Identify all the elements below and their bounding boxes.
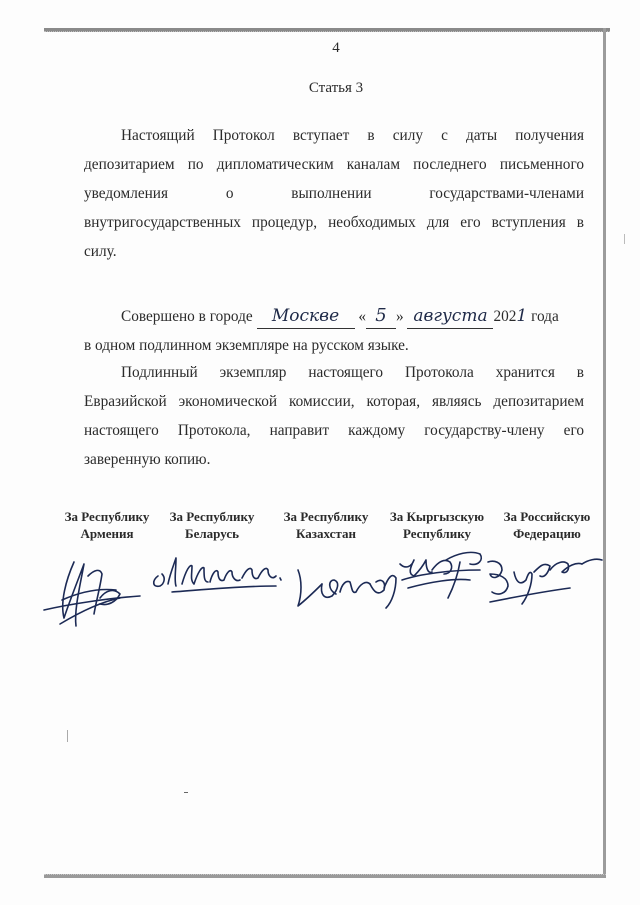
signatures <box>40 540 610 650</box>
month-field <box>407 305 493 329</box>
paragraph-line: Евразийской экономической комиссии, которая, являясь депозитарием <box>84 393 584 410</box>
scan-artifact <box>184 792 188 793</box>
signature-kazakhstan <box>298 570 396 608</box>
signatory-kyrgyzstan <box>384 508 490 542</box>
paragraph-line: депозитарием по дипломатическим каналам последнего письменного <box>84 156 584 173</box>
scan-border-top <box>44 28 610 32</box>
city-handwritten: Москве <box>271 306 340 326</box>
signatory-line1: За Кыргызскую <box>389 509 485 524</box>
paragraph-line: силу. <box>84 243 117 260</box>
paragraph-line: в одном подлинном экземпляре на русском языке. <box>84 337 409 354</box>
signatory-line2: Федерацию <box>513 526 581 541</box>
signatory-kazakhstan <box>276 508 376 542</box>
year-prefix: 202 <box>493 308 517 325</box>
month-handwritten: августа <box>413 306 488 326</box>
signatory-line1: За Республику <box>64 509 150 524</box>
signatory-line2: Казахстан <box>296 526 356 541</box>
done-at-prefix: Совершено в городе <box>121 308 253 325</box>
signature-belarus <box>154 558 281 592</box>
city-field <box>257 305 355 329</box>
signature-kyrgyzstan <box>400 552 481 598</box>
paragraph-entry-into-force <box>84 121 584 266</box>
scan-artifact <box>67 730 68 742</box>
paragraph-line: Настоящий Протокол вступает в силу с даты получения <box>121 127 584 144</box>
scan-border-right <box>603 28 606 876</box>
signatory-armenia <box>56 508 158 542</box>
scan-border-bottom <box>44 874 606 878</box>
signature-russia <box>488 559 602 604</box>
signatory-russia <box>497 508 597 542</box>
paragraph-line: Подлинный экземпляр настоящего Протокола хранится в <box>121 364 584 381</box>
scan-artifact <box>624 234 625 244</box>
signatory-line2: Беларусь <box>185 526 239 541</box>
paragraph-done-at <box>84 302 584 360</box>
quote-open: « <box>358 308 366 325</box>
signatory-line1: За Республику <box>283 509 369 524</box>
signatory-line2: Республику <box>402 526 472 541</box>
paragraph-line: заверенную копию. <box>84 451 211 468</box>
signature-armenia <box>44 562 140 626</box>
quote-close: » <box>395 308 404 325</box>
article-title: Статья 3 <box>308 80 364 96</box>
signatory-line2: Армения <box>80 526 134 541</box>
signatory-line1: За Российскую <box>503 509 591 524</box>
signatory-belarus <box>162 508 262 542</box>
year-suffix: года <box>531 308 559 325</box>
paragraph-line: настоящего Протокола, направит каждому государству-члену его <box>84 422 584 439</box>
day-field <box>366 305 396 329</box>
page-number: 4 <box>332 40 340 56</box>
signatory-line1: За Республику <box>169 509 255 524</box>
paragraph-line: уведомления о выполнении государствами-членами <box>84 185 584 202</box>
paragraph-original-copy <box>84 358 584 474</box>
day-handwritten: 5 <box>375 305 387 326</box>
year-handwritten: 1 <box>516 306 528 326</box>
paragraph-line <box>84 302 584 331</box>
paragraph-line: внутригосударственных процедур, необходимых для его вступления в <box>84 214 584 231</box>
